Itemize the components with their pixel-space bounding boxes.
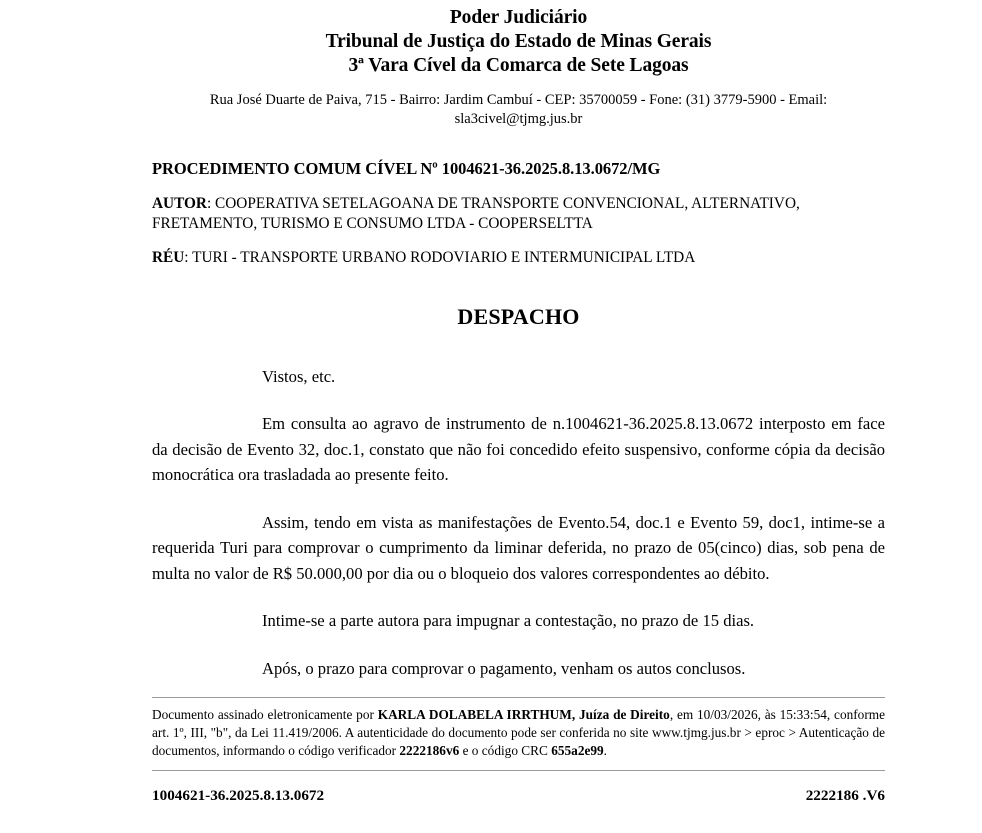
crc-code: 655a2e99 bbox=[551, 743, 604, 759]
document-body bbox=[152, 364, 885, 682]
court-address-block bbox=[152, 91, 885, 129]
party-reu-label: RÉU bbox=[152, 249, 185, 266]
crc-prefix: e o código CRC bbox=[459, 743, 552, 759]
court-header-line-3: 3ª Vara Cível da Comarca de Sete Lagoas bbox=[348, 55, 689, 76]
body-paragraph-4: Intime-se a parte autora para impugnar a contestação, no prazo de 15 dias. bbox=[262, 611, 755, 630]
signature-footer-block bbox=[152, 697, 885, 805]
footer-case-number: 1004621-36.2025.8.13.0672 bbox=[152, 786, 325, 804]
court-address-line: Rua José Duarte de Paiva, 715 - Bairro: Jardim Cambuí - CEP: 35700059 - Fone: (31) 3779-5900 - Email: bbox=[209, 92, 828, 108]
document-title: DESPACHO bbox=[457, 303, 580, 329]
court-email: sla3civel@tjmg.jus.br bbox=[454, 111, 583, 127]
party-autor bbox=[152, 194, 885, 233]
verification-code: 2222186v6 bbox=[399, 743, 460, 759]
party-reu-value: : TURI - TRANSPORTE URBANO RODOVIARIO E INTERMUNICIPAL LTDA bbox=[184, 249, 696, 266]
party-autor-label: AUTOR bbox=[152, 195, 207, 212]
court-header bbox=[152, 0, 885, 78]
body-paragraph-2: Em consulta ao agravo de instrumento de n.1004621-36.2025.8.13.0672 interposto em face da decisão de Evento 32, doc.1, constato que não foi concedido efeito suspensivo, conforme cópia da decisão monocrática ora trasladada ao presente feito. bbox=[152, 414, 885, 484]
body-paragraph-5: Após, o prazo para comprovar o pagamento, venham os autos conclusos. bbox=[262, 658, 746, 678]
signature-divider-top bbox=[152, 697, 885, 698]
page-footer bbox=[152, 787, 885, 805]
signature-suffix: . bbox=[603, 743, 607, 759]
case-number: PROCEDIMENTO COMUM CÍVEL Nº 1004621-36.2025.8.13.0672/MG bbox=[152, 159, 661, 178]
signature-prefix: Documento assinado eletronicamente por bbox=[152, 707, 378, 722]
document-content bbox=[152, 0, 885, 681]
signer-name: KARLA DOLABELA IRRTHUM, Juíza de Direito bbox=[377, 707, 670, 722]
court-header-line-2: Tribunal de Justiça do Estado de Minas Gerais bbox=[325, 31, 712, 52]
signature-middle: , em 10/03/2026, às 15:33:54, conforme art. 1º, III, "b", da Lei 11.419/2006. A autenticidade do documento pode ser conferida no site www.tjmg.jus.br > eproc > Autenticação de documentos, informando o código verificador bbox=[152, 707, 885, 759]
footer-document-id: 2222186 .V6 bbox=[805, 786, 885, 804]
party-autor-value: : COOPERATIVA SETELAGOANA DE TRANSPORTE CONVENCIONAL, ALTERNATIVO, FRETAMENTO, TURISMO E CONSUMO LTDA - COOPERSELTTA bbox=[152, 195, 800, 232]
court-header-line-1: Poder Judiciário bbox=[449, 7, 588, 28]
electronic-signature-text bbox=[152, 706, 885, 761]
body-paragraph-1: Vistos, etc. bbox=[262, 366, 336, 386]
signature-divider-bottom bbox=[152, 770, 885, 771]
body-paragraph-3: Assim, tendo em vista as manifestações de Evento.54, doc.1 e Evento 59, doc1, intime-se a requerida Turi para comprovar o cumprimento da liminar deferida, no prazo de 05(cinco) dias, sob pena de multa no valor de R$ 50.000,00 por dia ou o bloqueio dos valores correspondentes ao débito. bbox=[152, 512, 885, 583]
party-reu bbox=[152, 248, 885, 268]
